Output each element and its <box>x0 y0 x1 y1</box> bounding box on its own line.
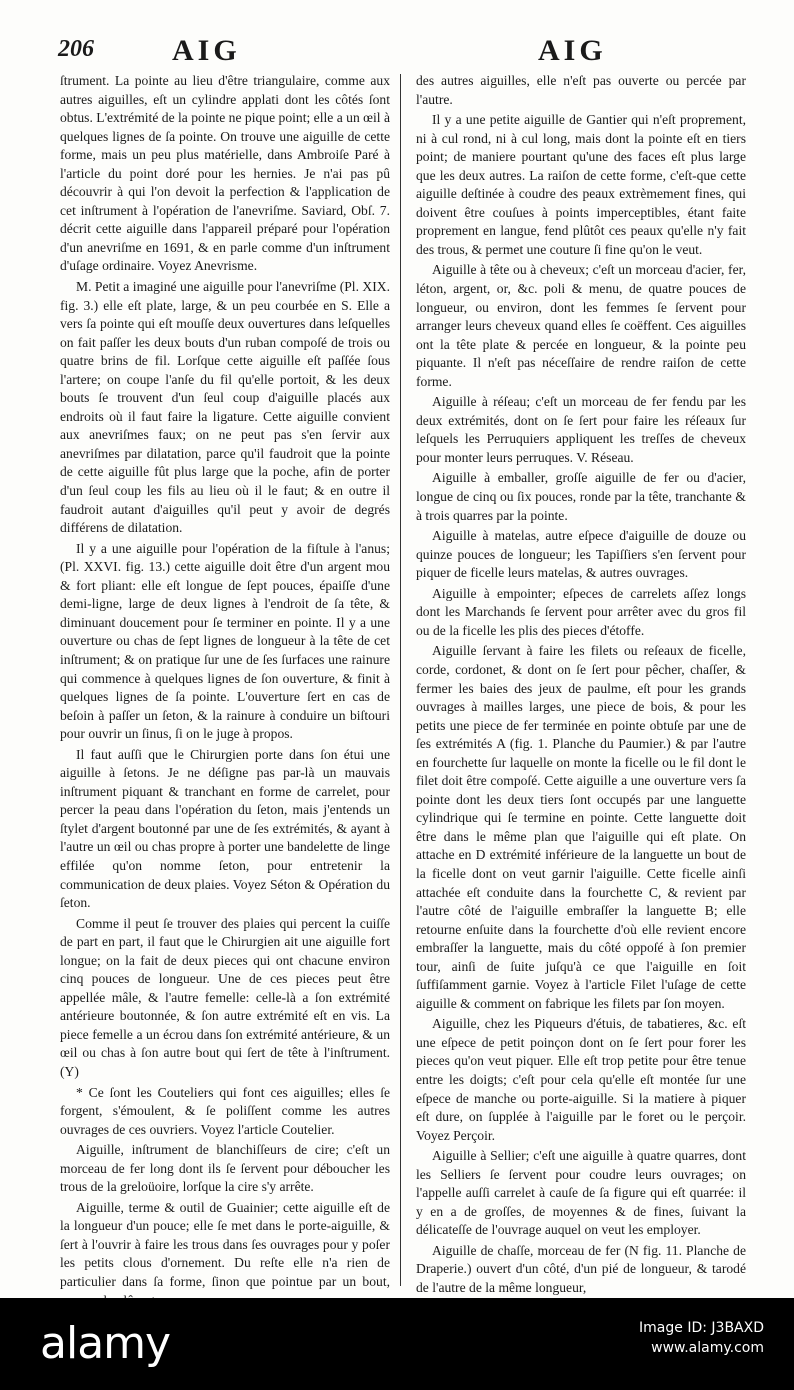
paragraph: Aiguille, terme & outil de Guainier; cette aiguille eſt de la longueur d'un pouce; elle ſe met dans le porte-aiguille, & ſert à l'ouvrir à faire les trous dans ſes ouvrages pour y poſer les petits clous d'ornement. Du reſte elle n'a rien de particulier dans ſa forme, ſinon que pointue par un bout, <box>60 1199 390 1289</box>
page-header <box>0 34 794 70</box>
alamy-logo: alamy <box>40 1318 171 1369</box>
right-column <box>416 72 746 1300</box>
paragraph: ſtrument. La pointe au lieu d'être triangulaire, comme aux autres aiguilles, eſt un cylindre applati dont les côtés ſont obtus. L'extrémité de la pointe ne pique point; elle a un œil à quelques lignes de ſa pointe. On trouve une aiguille de cette forme, mais un peu plus matérielle, dans Ambroiſe Paré à l'article du point doré pour les hernies. Je n'ai pas pû découvrir à qui l'on devoit la perfection & l'application de cet inſtrument à l'opération de l'anevriſme. Saviard, Obſ. 7. décrit cette aiguille dans l'appareil préparé pour l'opération d'un anevriſme en 1691, & en parle comme d'un inſtrument d'uſage ordinaire. Voyez Anevrisme. <box>60 73 390 274</box>
watermark-footer <box>0 1298 794 1390</box>
page-number: 206 <box>58 36 94 62</box>
paragraph: Il y a une aiguille pour l'opération de la fiſtule à l'anus; (Pl. XXVI. fig. 13.) cette aiguille doit être d'un argent mou & fort pliant: elle eſt longue de ſept pouces, épaiſſe d'une demi-ligne, large de deux lignes à l'endroit de ſa tête, & diminuant doucement pour ſe terminer en pointe. Il y a une ouverture ou chas de ſept lignes de longueur à la tête de cet inſtrument; & on pratique ſur une de ſes ſurfaces une rainure qui commence à quelques lignes de ſon ouverture, & finit à quelques lignes de ſa pointe. L'ouverture ſert en cas de beſoin à paſſer un ſeton, & la rainure à conduire un biſtouri pour ouvrir un ſinus, ſi on le juge à propos. <box>60 540 390 742</box>
image-id: Image ID: J3BAXD <box>639 1320 764 1336</box>
paragraph: Aiguille à empointer; eſpeces de carrelets aſſez longs dont les Marchands ſe ſervent pour arrêter avec du gros fil ou de la ficelle les plis des pieces d'étoffe. <box>416 585 746 638</box>
left-column <box>60 72 390 1312</box>
running-head-right: AIG <box>538 34 607 67</box>
paragraph: Aiguille à emballer, groſſe aiguille de fer ou d'acier, longue de cinq ou ſix pouces, ronde par la tête, tranchante & à trois quarres par la pointe. <box>416 470 746 523</box>
paragraph: Aiguille à réſeau; c'eſt un morceau de fer fendu par les deux extrémités, dont on ſe ſert pour faire les réſeaux ſur leſquels les Perruquiers appliquent les treſſes de cheveux pour monter leurs perruques. V. Réseau. <box>416 394 746 465</box>
paragraph: * Ce ſont les Couteliers qui font ces aiguilles; elles ſe forgent, s'émoulent, & ſe poliſſent comme les autres ouvrages de ces ouvriers. Voyez l'article Coutelier. <box>60 1084 390 1137</box>
paragraph: Aiguille, inſtrument de blanchiſſeurs de cire; c'eſt un morceau de fer long dont ils ſe ſervent pour déboucher les trous de la greloüoire, lorſque la cire s'y arrête. <box>60 1142 390 1195</box>
paragraph: Aiguille de chaſſe, morceau de fer (N fig. 11. Planche de Draperie.) ouvert d'un côté, d'un pié de longueur, & tarodé de l'autre de la même longueur, <box>416 1242 746 1295</box>
paragraph: Il faut auſſi que le Chirurgien porte dans ſon étui une aiguille à ſetons. Je ne déſigne pas par-là un mauvais inſtrument piquant & tranchant en forme de carrelet, pour percer la peau dans l'opération du ſeton, mais j'entends un ſtylet d'argent boutonné par une de ſes extrémités, & ayant à l'autre un œil ou chas propre à porter une bandelette de linge effilée qu'on nomme ſeton, pour entretenir la communication de deux plaies. Voyez Séton & Opération du ſeton. <box>60 746 390 911</box>
paragraph: des autres aiguilles, elle n'eſt pas ouverte ou percée par l'autre. <box>416 73 746 107</box>
paragraph: M. Petit a imaginé une aiguille pour l'anevriſme (Pl. XIX. fig. 3.) elle eſt plate, large, & un peu courbée en S. Elle a vers ſa pointe qui eſt mouſſe deux ouvertures dans leſquelles on fait paſſer les deux bouts d'un ruban compoſé de trois ou quatre brins de fil. Lorſque cette aiguille eſt paſſée ſous l'artere; on coupe l'anſe du fil qu'elle portoit, & les deux bouts ſe trouvent d'un ſeul coup d'aiguille placés aux endroits où il faut faire la ligature. Cette aiguille convient aux anevriſmes faux; on ne peut pas s'en ſervir aux anevriſmes par dilatation, parce qu'il faudroit que la pointe de cette aiguille fût plus large que la poche, afin de porter d'un ſeul coup les fils au lieu où il le faut; & en outre il faudroit autant d'aiguilles qu'il peut y avoir de degrés différens de dilatation. <box>60 279 390 536</box>
site-url: www.alamy.com <box>651 1340 764 1356</box>
paragraph: Aiguille à Sellier; c'eſt une aiguille à quatre quarres, dont les Selliers ſe ſervent pour coudre leurs ouvrages; on l'appelle auſſi carrelet à cauſe de ſa figure qui eſt quarrée: il y en a de groſſes, de moyennes & de fines, ſuivant la délicateſſe de l'ouvrage auquel on veut les employer. <box>416 1148 746 1238</box>
image-meta <box>639 1320 764 1356</box>
paragraph: Aiguille à tête ou à cheveux; c'eſt un morceau d'acier, fer, léton, argent, or, &c. poli & menu, de quatre pouces de longueur, ou environ, dont les femmes ſe ſervent pour arranger leurs cheveux quand elles ſe coëffent. Ces aiguilles ont la tête plate & percée en longueur, & la pointe peu piquante. Il n'eſt pas néceſſaire de rendre raiſon de cette forme. <box>416 262 746 389</box>
paragraph: Comme il peut ſe trouver des plaies qui percent la cuiſſe de part en part, il faut que le Chirurgien ait une aiguille fort longue; on la fait de deux pieces qui ont chacune environ cinq pouces de longueur. Une de ces pieces peut être appellée mâle, & l'autre femelle: celle-là a ſon extrémité antérieure boutonnée, & ſon autre extrémité eſt en vis. La piece femelle a un écrou dans ſon extrémité antérieure, & un œil ou chas à ſon autre bout qui ſert de tête à l'inſtrument. (Y) <box>60 915 390 1079</box>
column-divider <box>400 74 401 1286</box>
paragraph: Aiguille, chez les Piqueurs d'étuis, de tabatieres, &c. eſt une eſpece de petit poinçon dont on ſe ſert pour forer les pieces qu'on veut piquer. Elle eſt trop petite pour être tenue entre les doigts; c'eſt pour cela qu'elle eſt montée ſur une eſpece de manche ou porte-aiguille. Si la matiere à piquer eſt dure, on ſupplée à l'aiguille par le foret ou le perçoir. Voyez Perçoir. <box>416 1016 746 1143</box>
paragraph: Il y a une petite aiguille de Gantier qui n'eſt proprement, ni à cul rond, ni à cul long, mais dont la pointe eſt en tiers point; de maniere pourtant qu'une des faces eſt plus large que les deux autres. La raiſon de cette forme, c'eſt-que cette aiguille deſtinée à coudre des peaux extrèmement fines, qui doivent être couſues à points imperceptibles, étant faite proprement en langue, fend plûtôt ces peaux qu'elle n'y fait des trous, & permet une couture ſi fine qu'on le veut. <box>416 112 746 257</box>
running-head-left: AIG <box>172 34 241 67</box>
paragraph: Aiguille ſervant à faire les filets ou reſeaux de ficelle, corde, cordonet, & dont on ſe ſert pour pêcher, chaſſer, & fermer les baies des jeux de paulme, eſt pour les grands ouvrages à mailles larges, une piece de bois, & pour les petits une piece de fer terminée en pointe obtuſe par une de ſes extrémités A (fig. 1. Planche du Paumier.) & par l'autre en fourchette ſur laquelle on monte la ficelle ou le fil dont le filet doit être compoſé. Cette aiguille a une ouverture vers ſa pointe dont les deux tiers ſont occupés par une languette cylindrique qui ſe termine en pointe. Cette languette doit être dans le même plan que l'aiguille qui eſt plate. On attache en D extrémité inférieure de la languette un bout de la ficelle dont on veut garnir l'aiguille. Cette ficelle ainſi attachée eſt conduite dans la fourchette C, & revient par l'autre côté de l'aiguille embraſſer la languette B; elle retourne enſuite dans la fourchette d'où elle revient encore embraſſer la languette, mais du côté oppoſé à ſon premier tour, ainſi de ſuite juſqu'à ce que l'aiguille en ſoit ſuffiſamment garnie. Voyez à l'article Filet l'uſage de cette aiguille & comment on fabrique les filets par ſon moyen. <box>416 643 746 1011</box>
paragraph: Aiguille à matelas, autre eſpece d'aiguille de douze ou quinze pouces de longueur; les Tapiſſiers s'en ſervent pour piquer de ficelle leurs matelas, & autres ouvrages. <box>416 528 746 581</box>
